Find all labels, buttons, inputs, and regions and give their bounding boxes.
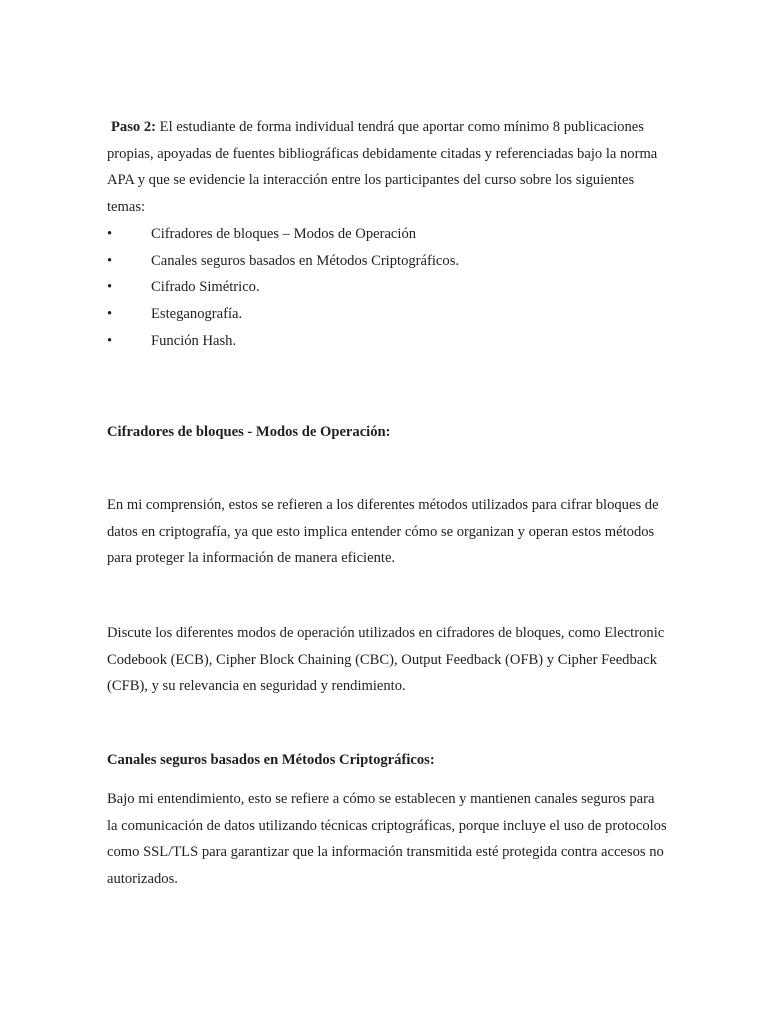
list-item <box>107 274 667 301</box>
step-paragraph <box>107 114 667 221</box>
bullet-icon: • <box>107 332 113 349</box>
bullet-icon: • <box>107 252 113 269</box>
bullet-icon: • <box>107 306 113 323</box>
bullet-icon: • <box>107 226 113 242</box>
topic-label: Cifradores de bloques – Modos de Operación <box>151 226 417 242</box>
list-item <box>107 221 667 248</box>
bullet-icon: • <box>107 279 113 296</box>
section-heading-block-ciphers: Cifradores de bloques - Modos de Operación: <box>107 424 391 440</box>
step-text: El estudiante de forma individual tendrá que aportar como mínimo 8 publicaciones propias, apoyadas de fuentes bibliográficas debidamente citadas y referenciadas bajo la norma APA y que se evidencie la interacción entre los participantes del curso sobre los siguientes temas: <box>107 119 658 216</box>
section1-paragraph-2: Discute los diferentes modos de operación utilizados en cifradores de bloques, como Electronic Codebook (ECB), Cipher Block Chaining (CBC), Output Feedback (OFB) y Cipher Feedback (CFB), y su relevancia en seguridad y rendimiento. <box>107 625 665 695</box>
section-heading-secure-channels: Canales seguros basados en Métodos Criptográficos: <box>107 752 435 768</box>
list-item <box>107 328 667 355</box>
topic-label: Esteganografía. <box>151 306 243 323</box>
topic-label: Función Hash. <box>151 332 237 349</box>
list-item <box>107 248 667 275</box>
section1-paragraph-1: En mi comprensión, estos se refieren a los diferentes métodos utilizados para cifrar bloques de datos en criptografía, ya que esto implica entender cómo se organizan y operan estos métodos para proteger la información de manera eficiente. <box>107 497 659 567</box>
topic-label: Canales seguros basados en Métodos Criptográficos. <box>151 252 460 269</box>
step-label: Paso 2: <box>111 119 156 135</box>
section2-paragraph-1: Bajo mi entendimiento, esto se refiere a cómo se establecen y mantienen canales seguros para la comunicación de datos utilizando técnicas criptográficas, porque incluye el uso de protocolos como SSL/TLS para garantizar que la información transmitida esté protegida contra accesos no autorizados. <box>107 791 667 888</box>
topic-label: Cifrado Simétrico. <box>151 279 260 296</box>
list-item <box>107 301 667 328</box>
topic-list <box>107 221 667 354</box>
